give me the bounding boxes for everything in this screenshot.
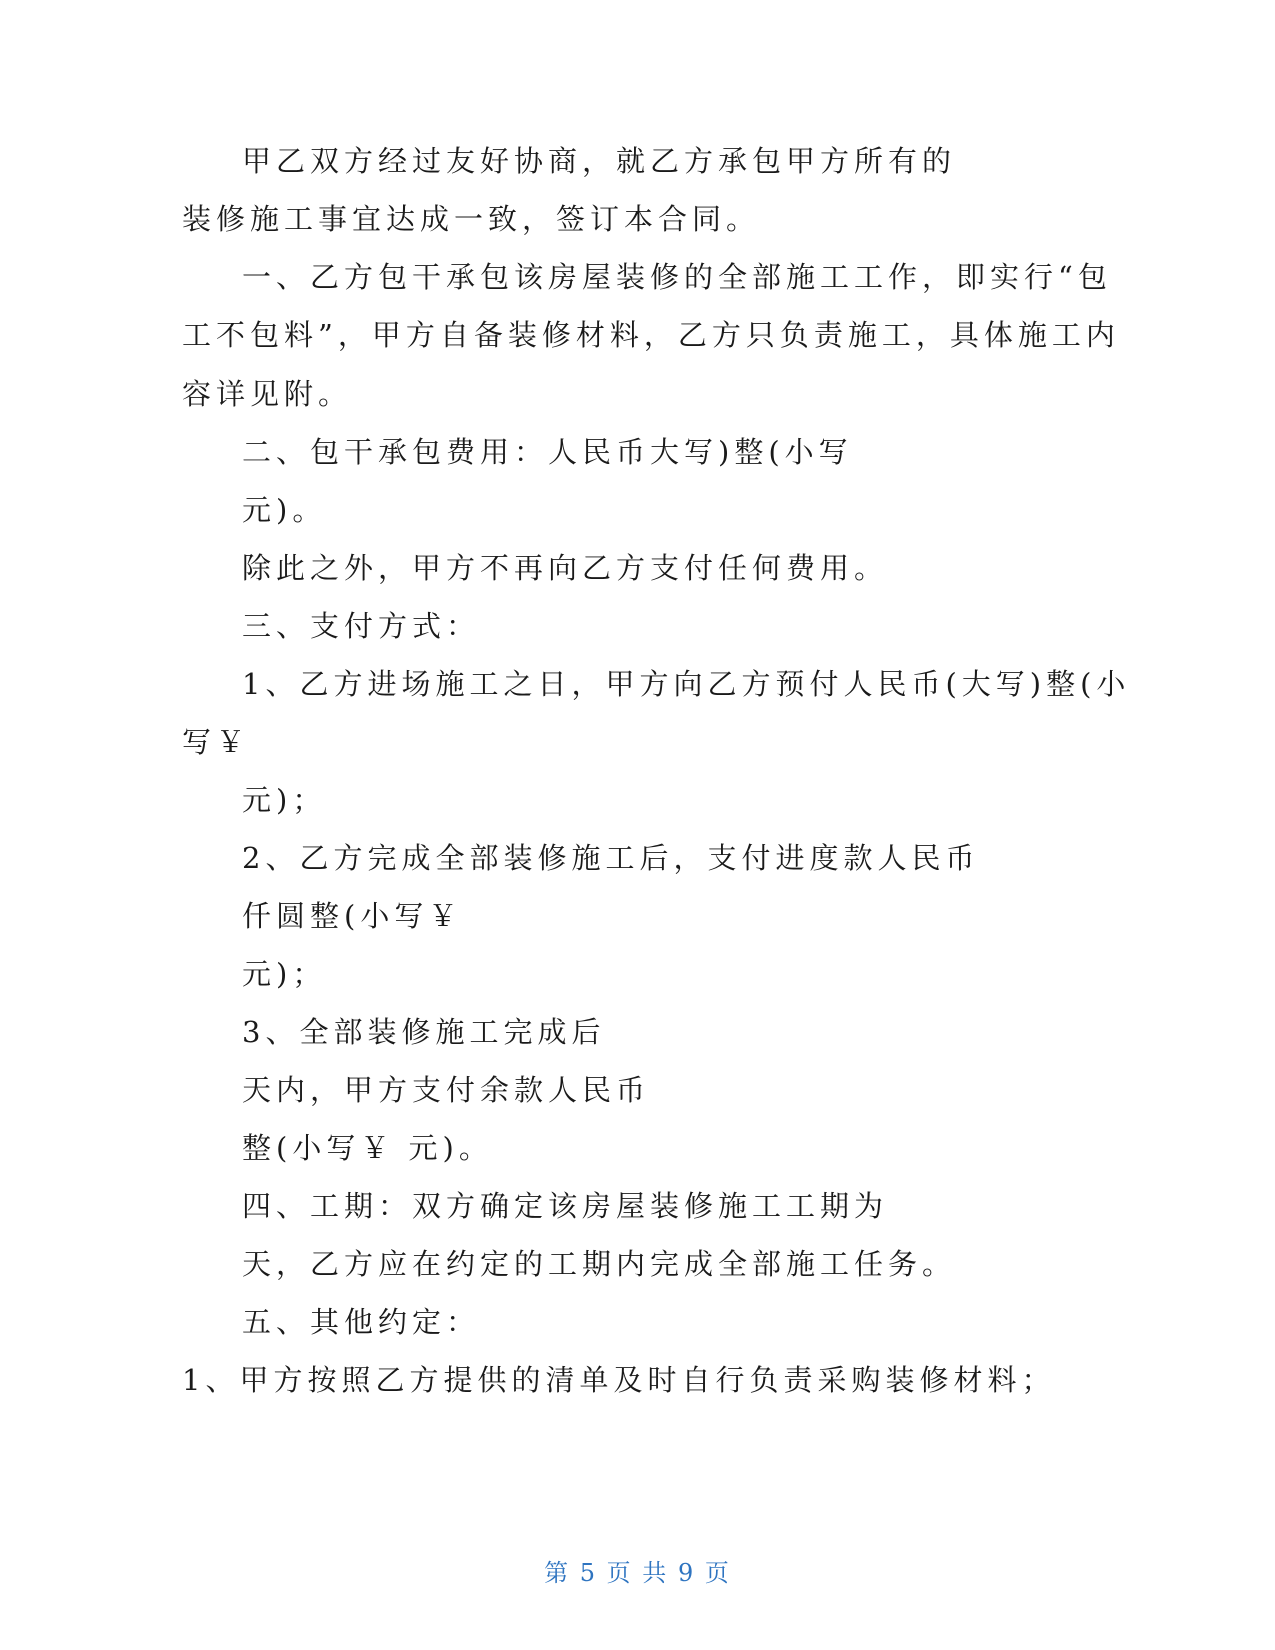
paragraph-line: 五、其他约定： [242,1305,481,1339]
paragraph-line: 写￥ [182,725,251,759]
paragraph-line: 1、乙方进场施工之日，甲方向乙方预付人民币(大写)整(小 [242,667,1131,701]
paragraph-line: 天，乙方应在约定的工期内完成全部施工任务。 [242,1247,957,1281]
paragraph-line: 天内，甲方支付余款人民币 [242,1073,651,1107]
paragraph-line: 2、乙方完成全部装修施工后，支付进度款人民币 [242,841,980,875]
paragraph-line: 整(小写￥ 元)。 [242,1131,493,1165]
paragraph-line: 一、乙方包干承包该房屋装修的全部施工工作，即实行“包 [242,260,1112,294]
paragraph-line: 除此之外，甲方不再向乙方支付任何费用。 [242,551,889,585]
paragraph-line: 四、工期：双方确定该房屋装修施工工期为 [242,1189,889,1223]
paragraph-line: 二、包干承包费用：人民币大写)整(小写 [242,435,853,469]
paragraph-line: 甲乙双方经过友好协商，就乙方承包甲方所有的 [242,144,957,178]
paragraph-line: 元)； [242,957,327,991]
page-indicator: 第 5 页 共 9 页 [544,1559,731,1587]
paragraph-line: 仟圆整(小写￥ [242,899,463,933]
paragraph-line: 3、全部装修施工完成后 [242,1015,606,1049]
paragraph-line: 容详见附。 [182,377,353,411]
paragraph-line: 三、支付方式： [242,609,481,643]
paragraph-line: 工不包料”，甲方自备装修材料，乙方只负责施工，具体施工内 [182,318,1120,352]
paragraph-line: 装修施工事宜达成一致，签订本合同。 [182,202,761,236]
paragraph-line: 1、甲方按照乙方提供的清单及时自行负责采购装修材料； [182,1363,1056,1397]
paragraph-line: 元)。 [242,493,327,527]
paragraph-line: 元)； [242,783,327,817]
